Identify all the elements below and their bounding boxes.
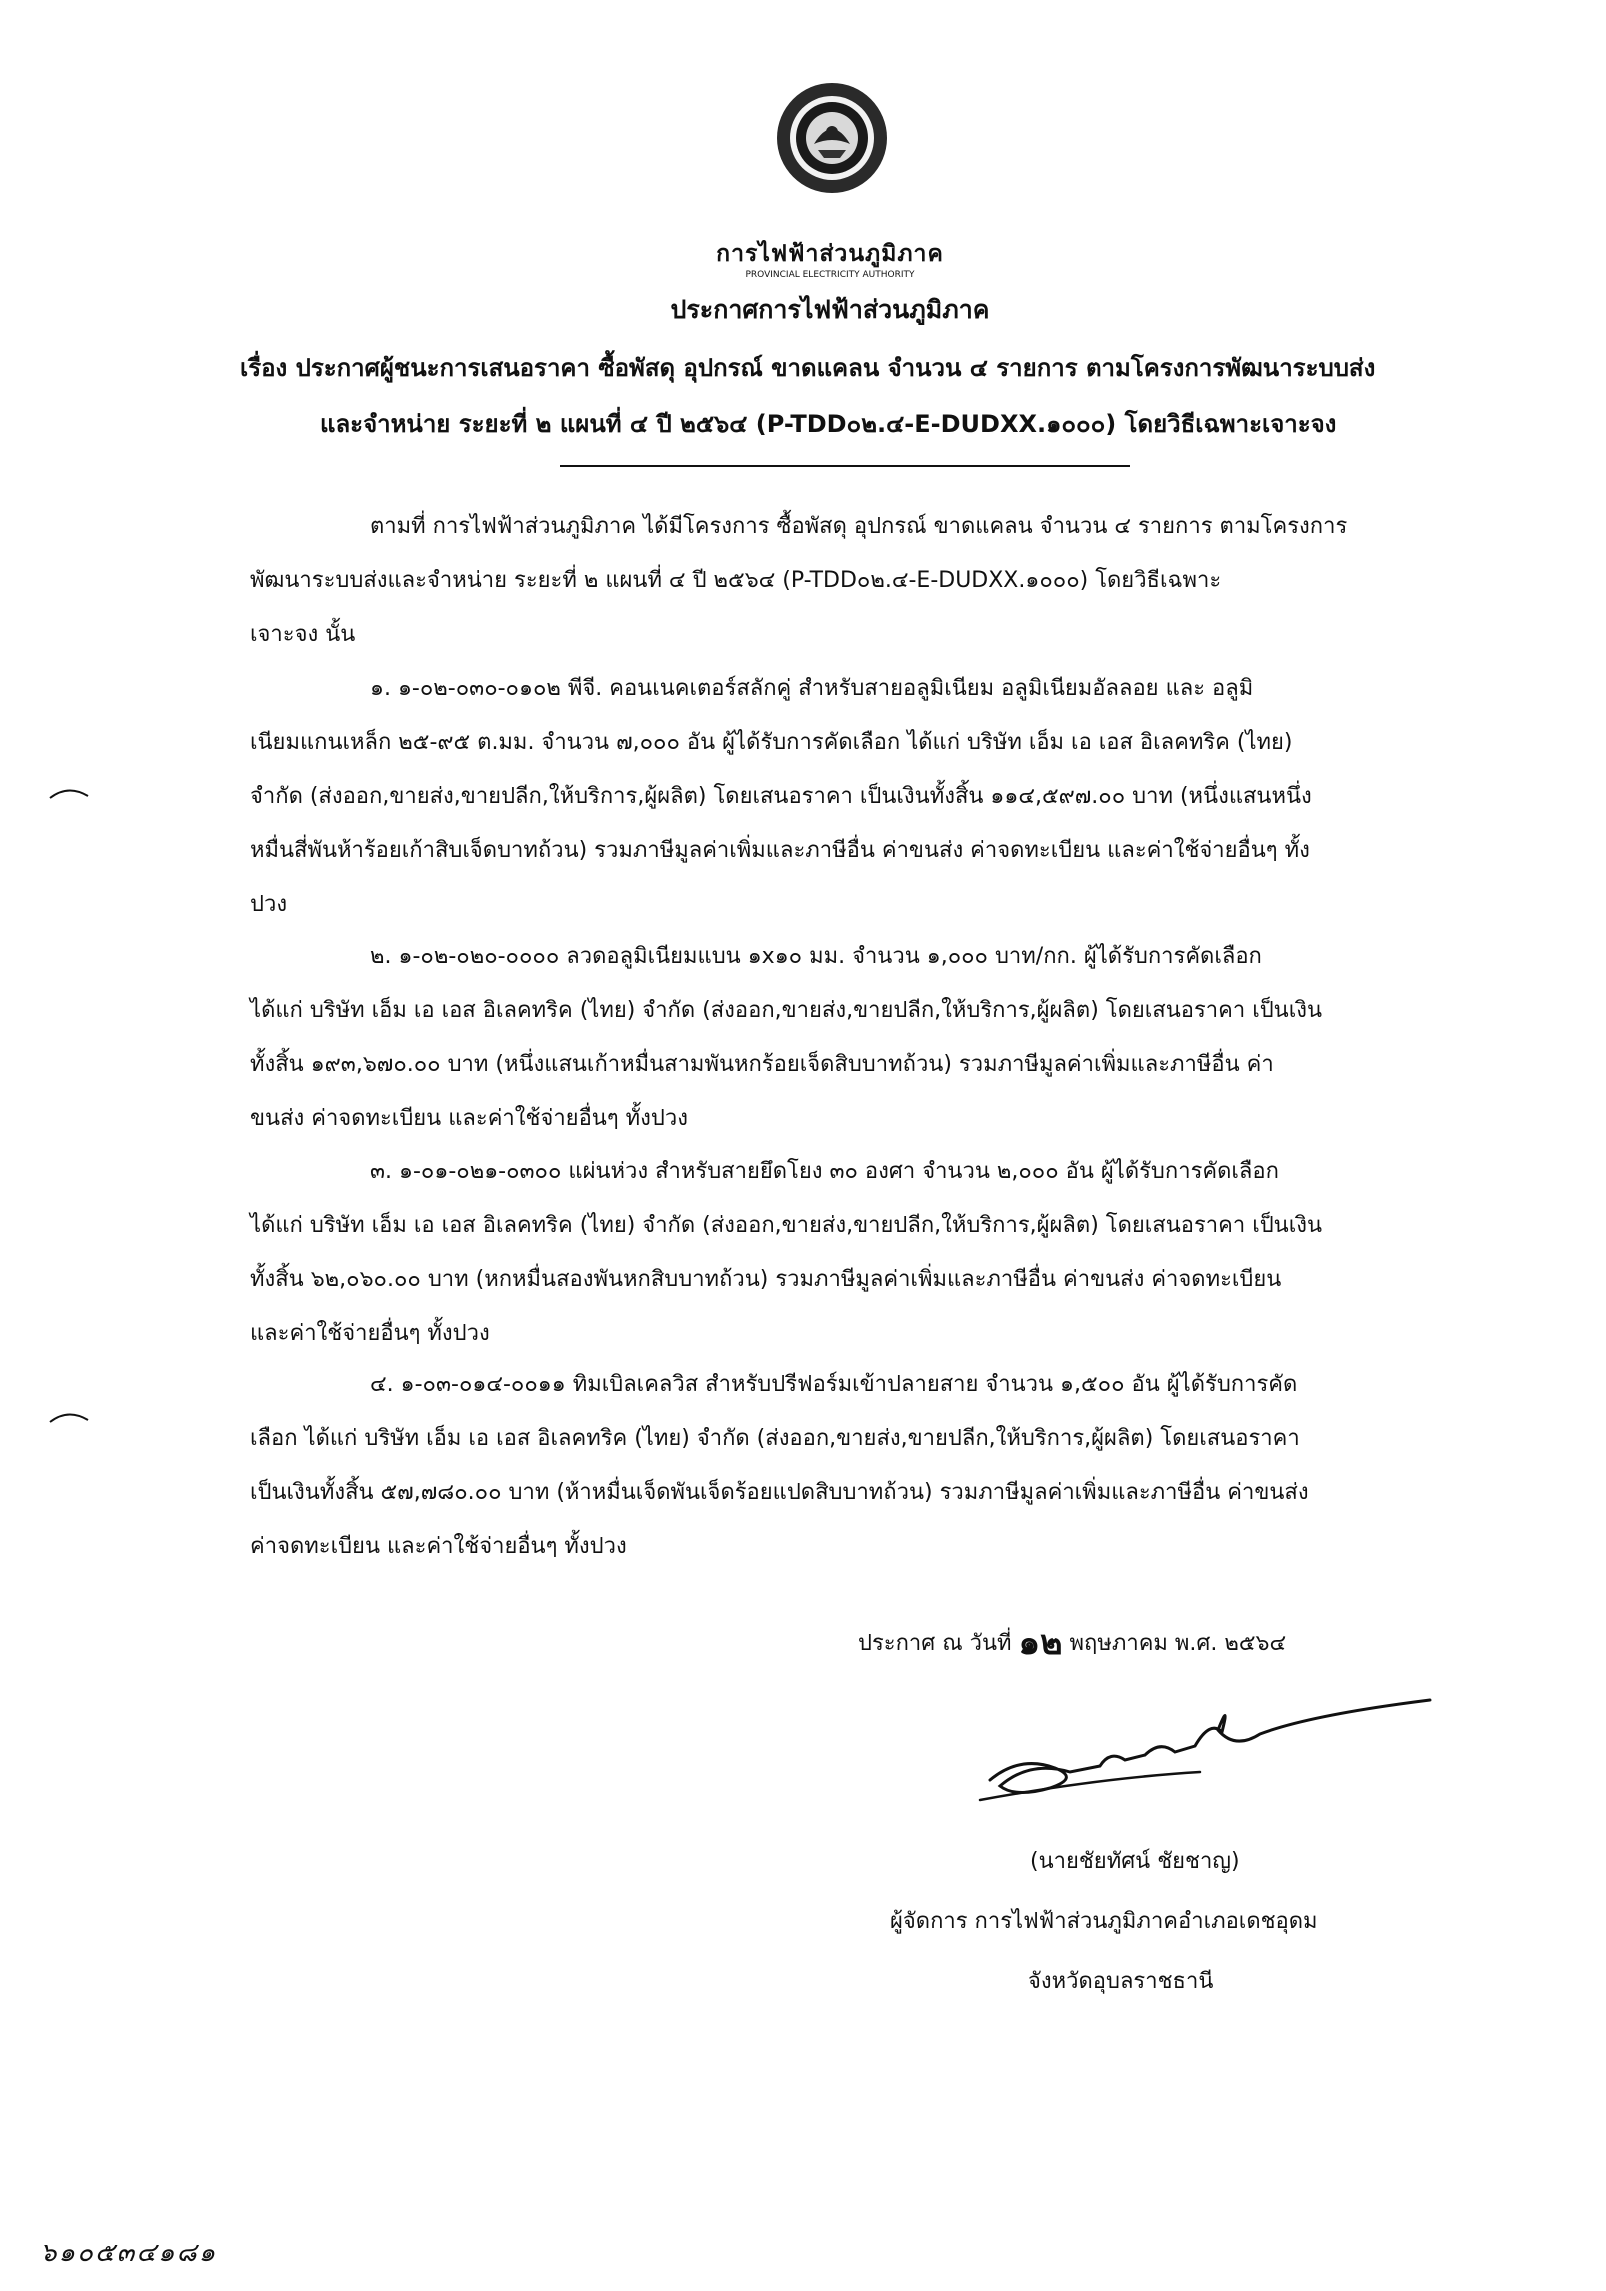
item-3 <box>250 1145 1440 1361</box>
item-4 <box>250 1358 1440 1574</box>
intro-line-3: เจาะจง นั้น <box>250 622 356 647</box>
item-2-line-3: ทั้งสิ้น ๑๙๓,๖๗๐.๐๐ บาท (หนึ่งแสนเก้าหมื่นสามพันหกร้อยเจ็ดสิบบาทถ้วน) รวมภาษีมูลค่าเพิ่มและภาษีอื่น ค่า <box>250 1052 1274 1077</box>
item-4-line-4: ค่าจดทะเบียน และค่าใช้จ่ายอื่นๆ ทั้งปวง <box>250 1534 627 1559</box>
date-month-year: พฤษภาคม พ.ศ. ๒๕๖๔ <box>1069 1631 1287 1656</box>
item-4-line-3: เป็นเงินทั้งสิ้น ๕๗,๗๘๐.๐๐ บาท (ห้าหมื่นเจ็ดพันเจ็ดร้อยแปดสิบบาทถ้วน) รวมภาษีมูลค่าเพิ่มและภาษีอื่น ค่าขนส่ง <box>250 1480 1309 1505</box>
date-prefix: ประกาศ ณ วันที่ <box>858 1631 1012 1656</box>
intro-paragraph <box>250 500 1440 662</box>
subject-line-2: และจำหน่าย ระยะที่ ๒ แผนที่ ๔ ปี ๒๕๖๔ (P-TDD๐๒.๔-E-DUDXX.๑๐๐๐) โดยวิธีเฉพาะเจาะจง <box>320 410 1337 438</box>
subject-block <box>240 340 1440 452</box>
item-2-line-2: ได้แก่ บริษัท เอ็ม เอ เอส อิเลคทริค (ไทย) จำกัด (ส่งออก,ขายส่ง,ขายปลีก,ให้บริการ,ผู้ผลิต) โดยเสนอราคา เป็นเงิน <box>250 998 1323 1023</box>
item-3-line-1: ๓. ๑-๐๑-๐๒๑-๐๓๐๐ แผ่นห่วง สำหรับสายยึดโยง ๓๐ องศา จำนวน ๒,๐๐๐ อัน ผู้ได้รับการคัดเลือก <box>370 1159 1279 1184</box>
signature-icon <box>960 1660 1440 1820</box>
announcement-heading: ประกาศการไฟฟ้าส่วนภูมิภาค <box>670 295 990 324</box>
intro-line-1: ตามที่ การไฟฟ้าส่วนภูมิภาค ได้มีโครงการ ซื้อพัสดุ อุปกรณ์ ขาดแคลน จำนวน ๔ รายการ ตามโครงการ <box>370 514 1348 539</box>
item-1-line-1: ๑. ๑-๐๒-๐๓๐-๐๑๐๒ พีจี. คอนเนคเตอร์สลักคู่ สำหรับสายอลูมิเนียม อลูมิเนียมอัลลอย และ อลูมิ <box>370 676 1254 701</box>
punch-mark-icon <box>48 1410 90 1424</box>
item-3-line-4: และค่าใช้จ่ายอื่นๆ ทั้งปวง <box>250 1321 490 1346</box>
divider <box>560 465 1130 467</box>
pea-emblem-icon <box>774 80 890 196</box>
date-day: ๑๒ <box>1018 1623 1063 1663</box>
item-2-line-4: ขนส่ง ค่าจดทะเบียน และค่าใช้จ่ายอื่นๆ ทั้งปวง <box>250 1106 688 1131</box>
intro-line-2: พัฒนาระบบส่งและจำหน่าย ระยะที่ ๒ แผนที่ ๔ ปี ๒๕๖๔ (P-TDD๐๒.๔-E-DUDXX.๑๐๐๐) โดยวิธีเฉพาะ <box>250 568 1222 593</box>
handwritten-code: ๖๑๐๕๓๔๑๘๑ <box>40 2238 218 2268</box>
signatory-name: (นายชัยทัศน์ ชัยชาญ) <box>1030 1849 1240 1874</box>
item-1-line-3: จำกัด (ส่งออก,ขายส่ง,ขายปลีก,ให้บริการ,ผู้ผลิต) โดยเสนอราคา เป็นเงินทั้งสิ้น ๑๑๔,๕๙๗.๐๐ บาท (หนึ่งแสนหนึ่ง <box>250 784 1312 809</box>
item-3-line-3: ทั้งสิ้น ๖๒,๐๖๐.๐๐ บาท (หกหมื่นสองพันหกสิบบาทถ้วน) รวมภาษีมูลค่าเพิ่มและภาษีอื่น ค่าขนส่ง ค่าจดทะเบียน <box>250 1267 1282 1292</box>
org-name-english: PROVINCIAL ELECTRICITY AUTHORITY <box>745 270 915 280</box>
org-name-thai: การไฟฟ้าส่วนภูมิภาค <box>716 241 944 267</box>
item-1-line-2: เนียมแกนเหล็ก ๒๕-๙๕ ต.มม. จำนวน ๗,๐๐๐ อัน ผู้ได้รับการคัดเลือก ได้แก่ บริษัท เอ็ม เอ เอส อิเลคทริค (ไทย) <box>250 730 1293 755</box>
item-2 <box>250 930 1440 1146</box>
item-1 <box>250 662 1440 932</box>
item-4-line-2: เลือก ได้แก่ บริษัท เอ็ม เอ เอส อิเลคทริค (ไทย) จำกัด (ส่งออก,ขายส่ง,ขายปลีก,ให้บริการ,ผู้ผลิต) โดยเสนอราคา <box>250 1426 1300 1451</box>
item-1-line-4: หมื่นสี่พันห้าร้อยเก้าสิบเจ็ดบาทถ้วน) รวมภาษีมูลค่าเพิ่มและภาษีอื่น ค่าขนส่ง ค่าจดทะเบียน และค่าใช้จ่ายอื่นๆ ทั้ง <box>250 838 1310 863</box>
punch-mark-icon <box>48 786 90 800</box>
item-2-line-1: ๒. ๑-๐๒-๐๒๐-๐๐๐๐ ลวดอลูมิเนียมแบน ๑x๑๐ มม. จำนวน ๑,๐๐๐ บาท/กก. ผู้ได้รับการคัดเลือก <box>370 944 1262 969</box>
signatory-title: ผู้จัดการ การไฟฟ้าส่วนภูมิภาคอำเภอเดชอุดม <box>890 1909 1318 1934</box>
item-3-line-2: ได้แก่ บริษัท เอ็ม เอ เอส อิเลคทริค (ไทย) จำกัด (ส่งออก,ขายส่ง,ขายปลีก,ให้บริการ,ผู้ผลิต) โดยเสนอราคา เป็นเงิน <box>250 1213 1323 1238</box>
subject-line-1: เรื่อง ประกาศผู้ชนะการเสนอราคา ซื้อพัสดุ อุปกรณ์ ขาดแคลน จำนวน ๔ รายการ ตามโครงการพัฒนาระบบส่ง <box>240 354 1376 382</box>
signatory-province: จังหวัดอุบลราชธานี <box>1028 1969 1214 1994</box>
item-1-line-5: ปวง <box>250 892 288 917</box>
item-4-line-1: ๔. ๑-๐๓-๐๑๔-๐๐๑๑ ทิมเบิลเคลวิส สำหรับปรีฟอร์มเข้าปลายสาย จำนวน ๑,๕๐๐ อัน ผู้ได้รับการคัด <box>370 1372 1298 1397</box>
